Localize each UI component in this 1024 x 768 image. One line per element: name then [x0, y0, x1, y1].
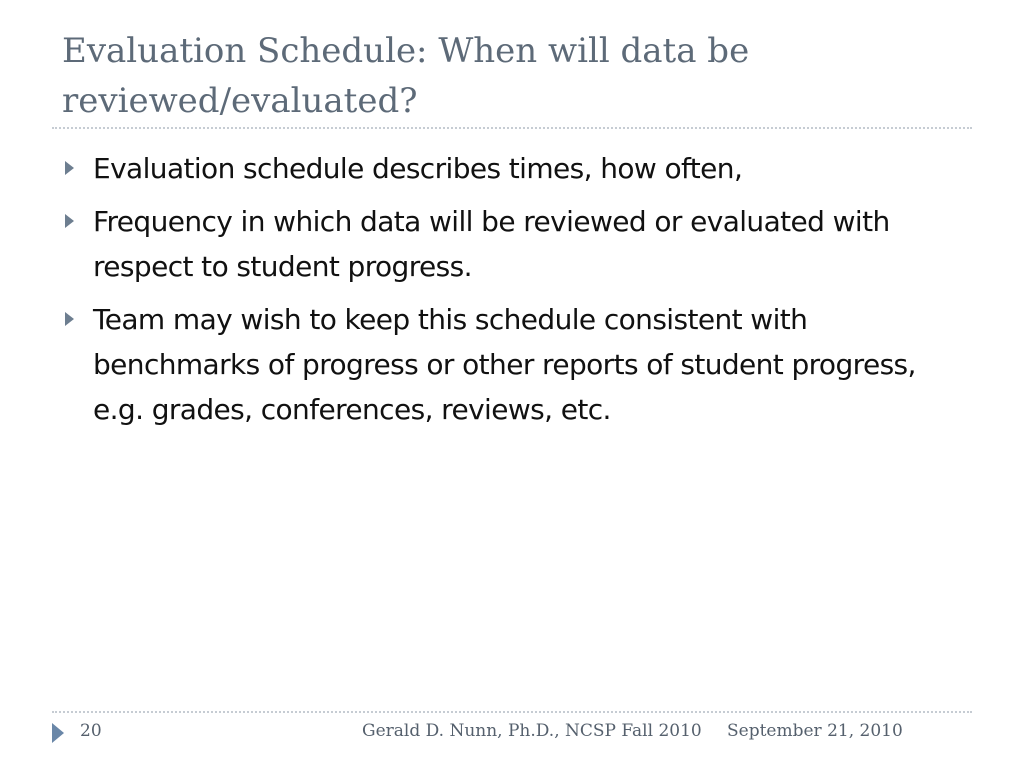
triangle-right-icon: [65, 161, 74, 175]
triangle-right-icon: [65, 214, 74, 228]
footer-date: September 21, 2010: [727, 721, 903, 741]
bullet-list: [62, 146, 942, 440]
triangle-right-icon: [52, 723, 64, 743]
bullet-item: [62, 146, 942, 191]
footer-divider: [52, 711, 972, 713]
slide-title: Evaluation Schedule: When will data be reviewed/evaluated?: [62, 31, 750, 121]
slide-number: 20: [80, 721, 102, 741]
footer-author: Gerald D. Nunn, Ph.D., NCSP Fall 2010: [362, 721, 702, 741]
bullet-text: Evaluation schedule describes times, how often,: [93, 152, 743, 185]
bullet-text: Frequency in which data will be reviewed or evaluated with respect to student progress.: [93, 205, 890, 283]
triangle-right-icon: [65, 312, 74, 326]
bullet-text: Team may wish to keep this schedule consistent with benchmarks of progress or other reports of student progress, e.g. grades, conferences, reviews, etc.: [93, 303, 916, 426]
bullet-item: [62, 297, 942, 432]
title-divider: [52, 127, 972, 129]
bullet-item: [62, 199, 942, 289]
